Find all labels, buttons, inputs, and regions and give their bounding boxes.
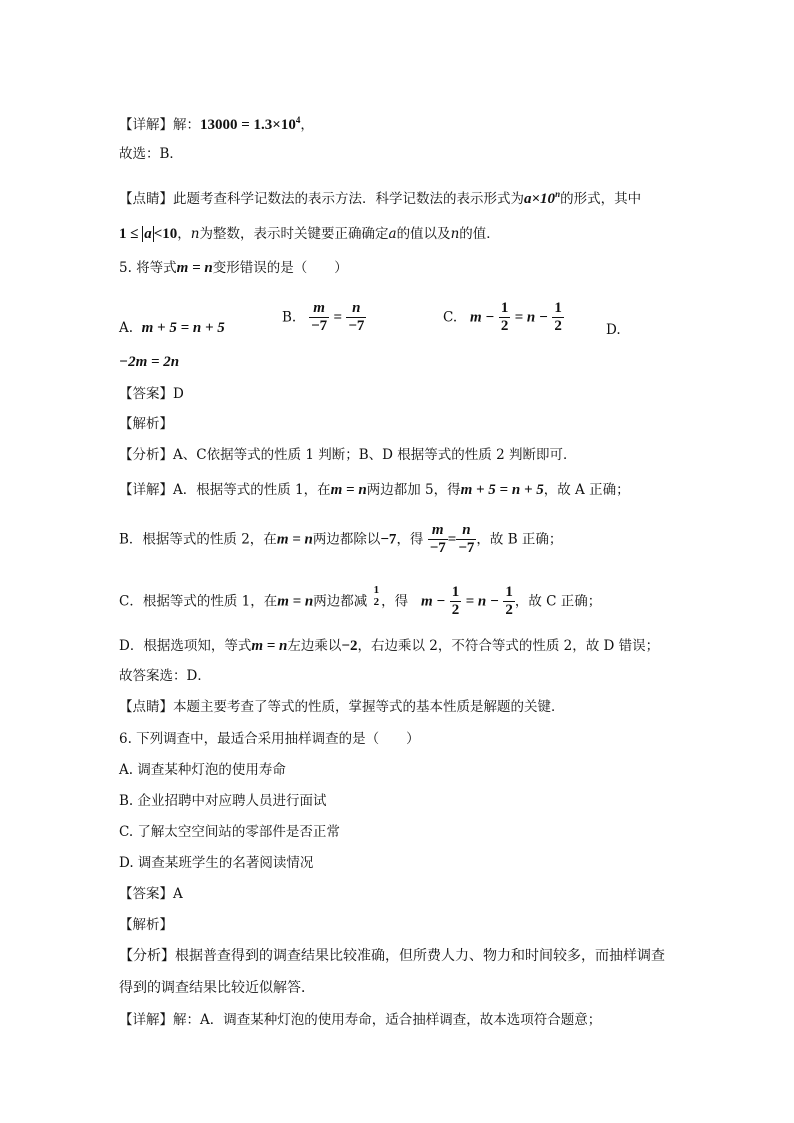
answer-6: 【答案】A [119, 886, 183, 902]
fraction: $\frac{1}{2}$ [451, 584, 460, 618]
detail-6: 【详解】解：A．调查某种灯泡的使用寿命，适合抽样调查，故本选项符合题意； [119, 1012, 602, 1028]
fraction: 1 2 [373, 584, 380, 608]
solution-line-1: 【详解】解：$13000 = 1.3\times 10^4$， [119, 115, 314, 133]
question-5-option-b: B. $\frac{m}{-7}$ = $\frac{n}{-7}$ [282, 300, 365, 334]
analysis-5: 【解析】 [119, 416, 173, 432]
question-5-option-a: A. m + 5 = n + 5 [119, 320, 225, 336]
detail-5-d: D．根据选项知，等式m = n左边乘以−2，右边乘以 2，不符合等式的性质 2，故 D 错误； [119, 638, 660, 654]
question-6-option-b: B. 企业招聘中对应聘人员进行面试 [119, 793, 327, 809]
detail-label: 【详解】解： [119, 117, 200, 133]
question-5-option-d-label: D. [606, 322, 621, 338]
key-point-line-2: 1 ≤ a <10，n为整数，表示时关键要正确确定a的值以及n的值． [119, 226, 500, 242]
analysis-6-summary-2: 得到的调查结果比较近似解答． [119, 980, 315, 996]
fraction: $\frac{1}{2}$ [554, 300, 562, 334]
detail-5-c: C．根据等式的性质 1，在m = n两边都减 1 2 ，得 m − $\frac{1}{2}$ = n − $\frac{1}{2}$ ，故 C 正确； [119, 584, 602, 618]
analysis-6: 【解析】 [119, 917, 173, 933]
fraction: $\frac{1}{2}$ [505, 584, 513, 618]
key-point-5: 【点睛】本题主要考查了等式的性质，掌握等式的基本性质是解题的关键． [119, 699, 565, 715]
sci-form-math: $a\times 10^n$ [524, 189, 561, 207]
question-5-stem: 5. 将等式m = n变形错误的是（ ） [119, 260, 348, 276]
sci-notation-math: $13000 = 1.3\times 10^4$ [200, 115, 301, 133]
fraction: $\frac{n}{-7}$ [348, 300, 365, 334]
detail-5-b: B．根据等式的性质 2，在m = n两边都除以−7，得 $\frac{m}{-7}$ = $\frac{n}{-7}$ ，故 B 正确； [119, 522, 563, 556]
range-math: 1 ≤ a <10 [119, 226, 178, 242]
question-6-option-c: C. 了解太空空间站的零部件是否正常 [119, 824, 340, 840]
question-6-option-a: A. 调查某种灯泡的使用寿命 [119, 762, 286, 778]
analysis-5-summary: 【分析】A、C依据等式的性质 1 判断；B、D 根据等式的性质 2 判断即可． [119, 447, 577, 463]
answer-5: 【答案】D [119, 386, 184, 402]
question-5-option-c: C. m − $\frac{1}{2}$ = n − $\frac{1}{2}$ [443, 300, 562, 334]
fraction: $\frac{m}{-7}$ [311, 300, 328, 334]
detail-5-a: 【详解】A．根据等式的性质 1，在m = n两边都加 5，得m + 5 = n + 5，故 A 正确； [119, 482, 630, 498]
fraction: $\frac{1}{2}$ [500, 300, 509, 334]
question-5-option-d: −2m = 2n [119, 354, 180, 370]
analysis-6-summary-1: 【分析】根据普查得到的调查结果比较准确，但所费人力、物力和时间较多，而抽样调查 [119, 948, 665, 964]
answer-choice-5: 故答案选：D． [119, 668, 211, 684]
fraction: $\frac{m}{-7}$ [429, 522, 446, 556]
fraction: $\frac{n}{-7}$ [458, 522, 475, 556]
key-point-line-1: 【点睛】此题考查科学记数法的表示方法．科学记数法的表示形式为$a\times 10^n$的形式，其中 [119, 189, 642, 207]
question-6-stem: 6. 下列调查中，最适合采用抽样调查的是（ ） [119, 731, 420, 747]
question-6-option-d: D. 调查某班学生的名著阅读情况 [119, 855, 314, 871]
choice-line: 故选：B． [119, 146, 183, 162]
